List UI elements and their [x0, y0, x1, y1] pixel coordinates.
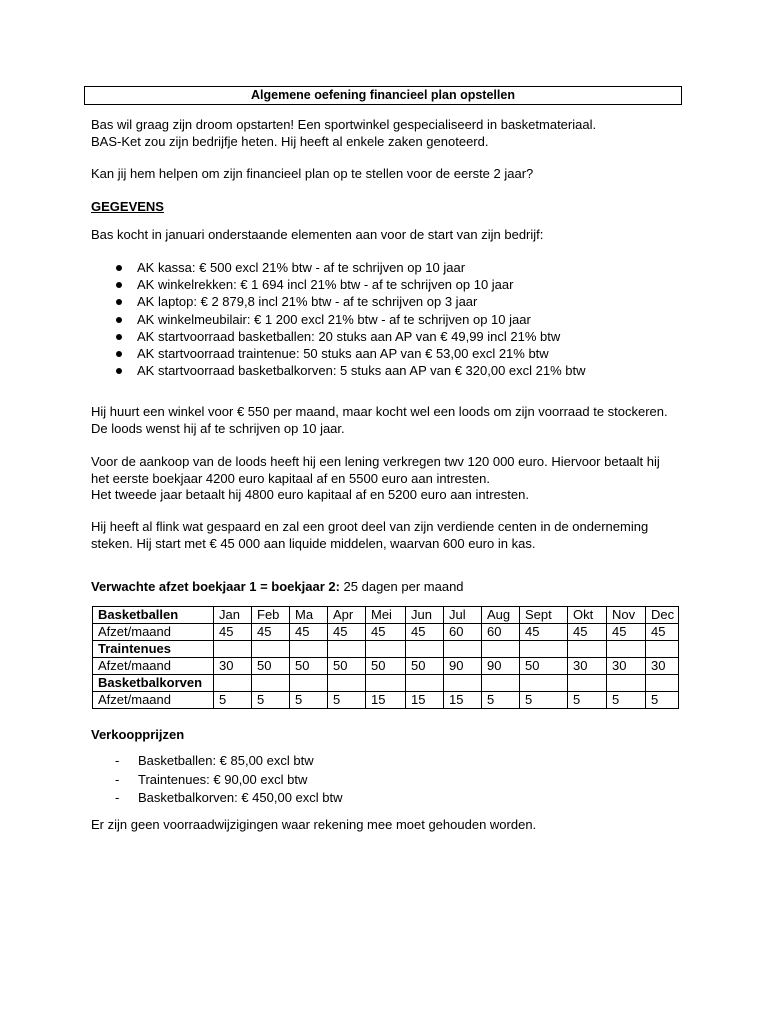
- table-cell: 90: [444, 658, 482, 675]
- table-cell: 5: [328, 692, 366, 709]
- month-header: Mei: [366, 607, 406, 624]
- row-label: Afzet/maand: [93, 692, 214, 709]
- afzet-heading-bold: Verwachte afzet boekjaar 1 = boekjaar 2:: [91, 579, 340, 594]
- month-header: Apr: [328, 607, 366, 624]
- list-item: AK laptop: € 2 879,8 incl 21% btw - af te schrijven op 3 jaar: [91, 293, 586, 310]
- table-cell: 45: [607, 624, 646, 641]
- table-cell: [366, 675, 406, 692]
- loan-line-2: het eerste boekjaar 4200 euro kapitaal af en 5500 euro aan intresten.: [91, 470, 490, 486]
- list-item: - Basketballen: € 85,00 excl btw: [91, 752, 343, 771]
- table-cell: [328, 641, 366, 658]
- list-item: - Traintenues: € 90,00 excl btw: [91, 771, 343, 790]
- table-cell: 45: [646, 624, 679, 641]
- table-cell: [366, 641, 406, 658]
- rent-line-2: De loods wenst hij af te schrijven op 10 jaar.: [91, 421, 345, 436]
- table-cell: 50: [520, 658, 568, 675]
- table-cell: 45: [568, 624, 607, 641]
- list-item: - Basketbalkorven: € 450,00 excl btw: [91, 789, 343, 808]
- product-name-basketbalkorven: Basketbalkorven: [93, 675, 214, 692]
- table-cell: [328, 675, 366, 692]
- table-cell: 45: [520, 624, 568, 641]
- month-header: Feb: [252, 607, 290, 624]
- table-cell: 90: [482, 658, 520, 675]
- purchase-intro: Bas kocht in januari onderstaande elementen aan voor de start van zijn bedrijf:: [91, 227, 544, 242]
- prices-list: [91, 752, 343, 808]
- list-item: AK startvoorraad basketbalkorven: 5 stuks aan AP van € 320,00 excl 21% btw: [91, 362, 586, 379]
- table-cell: [290, 675, 328, 692]
- month-header: Jun: [406, 607, 444, 624]
- product-name-basketballen: Basketballen: [93, 607, 214, 624]
- table-cell: 45: [214, 624, 252, 641]
- product-name-traintenues: Traintenues: [93, 641, 214, 658]
- table-row: [93, 624, 679, 641]
- table-cell: 45: [366, 624, 406, 641]
- month-header: Aug: [482, 607, 520, 624]
- table-cell: 5: [646, 692, 679, 709]
- table-cell: 15: [444, 692, 482, 709]
- table-cell: [568, 675, 607, 692]
- afzet-table: [92, 606, 679, 709]
- month-header: Dec: [646, 607, 679, 624]
- month-header: Nov: [607, 607, 646, 624]
- table-cell: [290, 641, 328, 658]
- table-cell: 15: [366, 692, 406, 709]
- bullet-icon: [116, 368, 122, 374]
- month-header: Jan: [214, 607, 252, 624]
- table-cell: 45: [328, 624, 366, 641]
- table-cell: 30: [568, 658, 607, 675]
- table-cell: 50: [290, 658, 328, 675]
- gegevens-heading: GEGEVENS: [91, 199, 164, 214]
- bullet-icon: [116, 317, 122, 323]
- table-cell: 5: [482, 692, 520, 709]
- table-cell: [482, 641, 520, 658]
- dash-icon: -: [115, 753, 120, 768]
- afzet-heading-rest: 25 dagen per maand: [339, 579, 464, 594]
- dash-icon: -: [115, 790, 120, 805]
- savings-line-2: steken. Hij start met € 45 000 aan liquide middelen, waarvan 600 euro in kas.: [91, 535, 536, 551]
- table-cell: 50: [366, 658, 406, 675]
- document-title: Algemene oefening financieel plan opstellen: [84, 86, 682, 105]
- loan-line-3: Het tweede jaar betaalt hij 4800 euro kapitaal af en 5200 euro aan intresten.: [91, 487, 529, 502]
- table-cell: 50: [328, 658, 366, 675]
- bullet-icon: [116, 299, 122, 305]
- savings-line-1: Hij heeft al flink wat gespaard en zal een groot deel van zijn verdiende centen in de onderneming: [91, 519, 649, 534]
- prices-heading: Verkoopprijzen: [91, 727, 185, 742]
- bullet-icon: [116, 282, 122, 288]
- footer-note: Er zijn geen voorraadwijzigingen waar rekening mee moet gehouden worden.: [91, 817, 537, 832]
- table-cell: 45: [406, 624, 444, 641]
- intro-line-1: Bas wil graag zijn droom opstarten! Een sportwinkel gespecialiseerd in basketmateriaal.: [91, 117, 597, 132]
- list-item: AK winkelmeubilair: € 1 200 excl 21% btw - af te schrijven op 10 jaar: [91, 311, 586, 328]
- table-cell: [444, 675, 482, 692]
- purchase-list: [91, 259, 586, 379]
- table-cell: [482, 675, 520, 692]
- afzet-heading: [91, 579, 464, 596]
- table-cell: [214, 641, 252, 658]
- table-row: [93, 641, 679, 658]
- row-label: Afzet/maand: [93, 658, 214, 675]
- table-cell: [568, 641, 607, 658]
- month-header: Sept: [520, 607, 568, 624]
- table-cell: 60: [482, 624, 520, 641]
- table-cell: 45: [290, 624, 328, 641]
- table-cell: [252, 675, 290, 692]
- table-cell: 5: [214, 692, 252, 709]
- table-cell: [607, 675, 646, 692]
- table-cell: [646, 641, 679, 658]
- intro-line-2: BAS-Ket zou zijn bedrijfje heten. Hij heeft al enkele zaken genoteerd.: [91, 133, 489, 149]
- table-cell: 5: [252, 692, 290, 709]
- table-cell: [520, 641, 568, 658]
- table-cell: [444, 641, 482, 658]
- row-label: Afzet/maand: [93, 624, 214, 641]
- list-item: AK winkelrekken: € 1 694 incl 21% btw - af te schrijven op 10 jaar: [91, 276, 586, 293]
- table-row: [93, 692, 679, 709]
- table-cell: 15: [406, 692, 444, 709]
- table-cell: 50: [406, 658, 444, 675]
- table-cell: 30: [214, 658, 252, 675]
- list-item: AK startvoorraad traintenue: 50 stuks aan AP van € 53,00 excl 21% btw: [91, 345, 586, 362]
- month-header: Okt: [568, 607, 607, 624]
- list-item: AK startvoorraad basketballen: 20 stuks aan AP van € 49,99 incl 21% btw: [91, 328, 586, 345]
- rent-line-1: Hij huurt een winkel voor € 550 per maand, maar kocht wel een loods om zijn voorraad te stockeren.: [91, 404, 668, 419]
- table-cell: 30: [646, 658, 679, 675]
- table-cell: 5: [520, 692, 568, 709]
- table-cell: 50: [252, 658, 290, 675]
- table-cell: [520, 675, 568, 692]
- table-cell: 45: [252, 624, 290, 641]
- table-cell: 60: [444, 624, 482, 641]
- table-row: [93, 675, 679, 692]
- table-cell: [607, 641, 646, 658]
- table-cell: 5: [568, 692, 607, 709]
- dash-icon: -: [115, 771, 120, 787]
- table-cell: [214, 675, 252, 692]
- table-cell: 5: [290, 692, 328, 709]
- table-row: [93, 607, 679, 624]
- bullet-icon: [116, 351, 122, 357]
- table-row: [93, 658, 679, 675]
- month-header: Jul: [444, 607, 482, 624]
- question-text: Kan jij hem helpen om zijn financieel plan op te stellen voor de eerste 2 jaar?: [91, 166, 534, 181]
- table-cell: [406, 675, 444, 692]
- bullet-icon: [116, 334, 122, 340]
- table-cell: [252, 641, 290, 658]
- table-cell: 5: [607, 692, 646, 709]
- list-item: AK kassa: € 500 excl 21% btw - af te schrijven op 10 jaar: [91, 259, 586, 276]
- table-cell: 30: [607, 658, 646, 675]
- bullet-icon: [116, 265, 122, 271]
- table-cell: [406, 641, 444, 658]
- month-header: Ma: [290, 607, 328, 624]
- table-cell: [646, 675, 679, 692]
- loan-line-1: Voor de aankoop van de loods heeft hij een lening verkregen twv 120 000 euro. Hiervoor betaalt hij: [91, 454, 660, 469]
